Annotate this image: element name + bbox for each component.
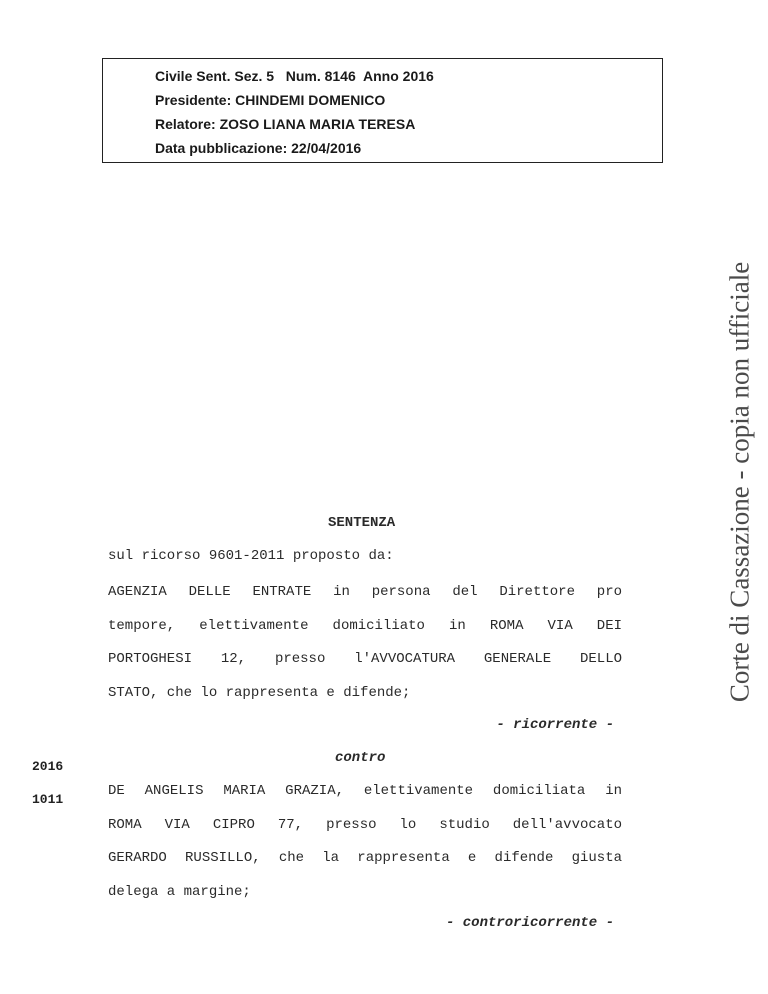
appellant-line-3: PORTOGHESI 12, presso l'AVVOCATURA GENERALE DELLO [108,651,622,667]
appellant-role: - ricorrente - [496,717,614,733]
respondent-line-3: GERARDO RUSSILLO, che la rappresenta e difende giusta [108,850,622,866]
document-title: SENTENZA [328,515,396,531]
header-president: Presidente: CHINDEMI DOMENICO [155,92,386,108]
appeal-intro: sul ricorso 9601-2011 proposto da: [108,548,394,564]
header-rapporteur: Relatore: ZOSO LIANA MARIA TERESA [155,116,416,132]
contro-label: contro [335,750,386,766]
document-header-box [102,58,663,163]
respondent-role: - controricorrente - [445,915,614,931]
respondent-line-1: DE ANGELIS MARIA GRAZIA, elettivamente domiciliata in [108,783,622,799]
appellant-line-1: AGENZIA DELLE ENTRATE in persona del Direttore pro [108,584,622,600]
appellant-line-4: STATO, che lo rappresenta e difende; [108,685,411,701]
margin-number: 1011 [32,792,64,807]
watermark-text: Corte di Cassazione - copia non ufficiale [724,261,755,703]
header-publication-date: Data pubblicazione: 22/04/2016 [155,140,362,156]
header-section-number: Civile Sent. Sez. 5 Num. 8146 Anno 2016 [155,68,434,84]
appellant-line-2: tempore, elettivamente domiciliato in ROMA VIA DEI [108,618,622,634]
respondent-line-4: delega a margine; [108,884,251,900]
margin-year: 2016 [32,759,64,774]
respondent-line-2: ROMA VIA CIPRO 77, presso lo studio dell'avvocato [108,817,622,833]
